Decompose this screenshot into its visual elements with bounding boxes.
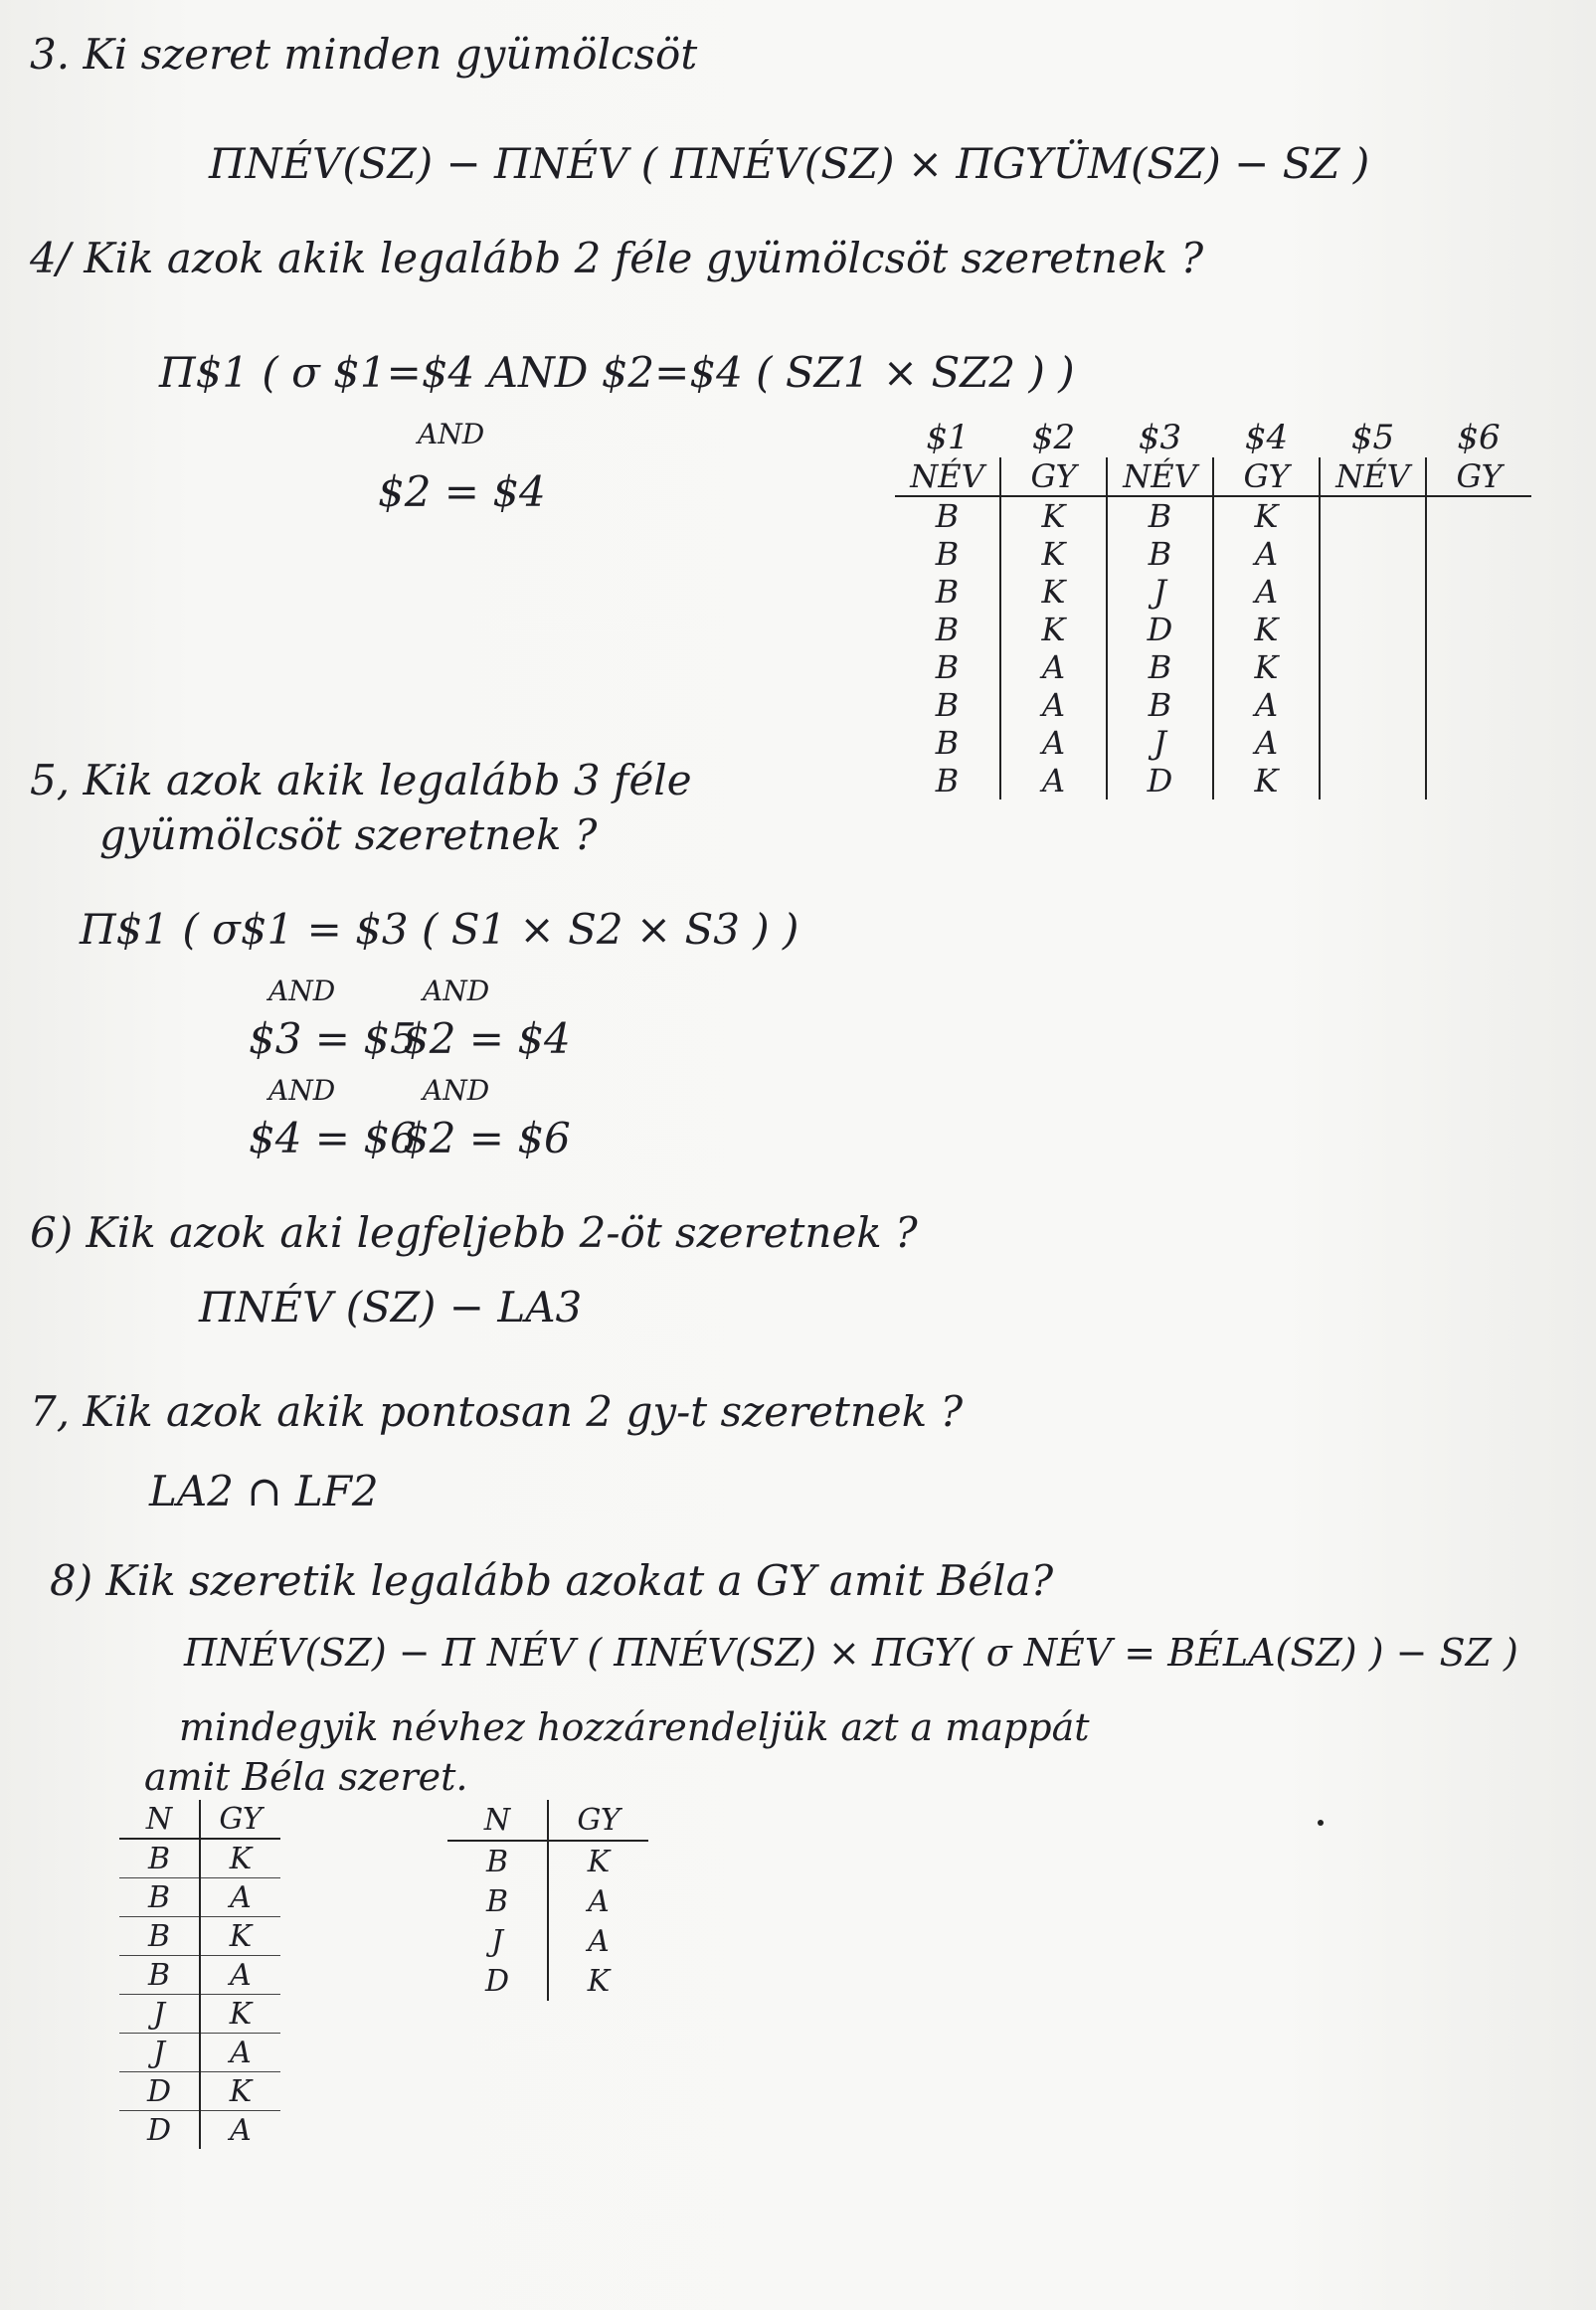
table-cell: B	[485, 1883, 509, 1919]
table-cell: B	[935, 648, 960, 686]
table-cell: J	[119, 2034, 200, 2072]
q4-cond-and: AND	[418, 418, 485, 450]
column-header: GY	[1213, 457, 1320, 496]
table-cell	[1426, 611, 1531, 648]
q3-formula: ΠNÉV(SZ) − ΠNÉV ( ΠNÉV(SZ) × ΠGYÜM(SZ) − SZ )	[209, 139, 1370, 188]
table-cell	[1426, 648, 1531, 686]
q4-header-row	[895, 457, 1531, 496]
column-header: NÉV	[895, 457, 1000, 496]
q5-number: 5,	[30, 756, 71, 804]
q8-number: 8)	[50, 1556, 93, 1605]
table-row	[447, 1961, 648, 2001]
table-cell: K	[548, 1961, 648, 2001]
cond: $3 = $5	[249, 1014, 417, 1063]
q8-formula: ΠNÉV(SZ) − Π NÉV ( ΠNÉV(SZ) × ΠGY( σ NÉV = BÉLA(SZ) ) − SZ )	[184, 1631, 1518, 1675]
q4-cartesian-table	[895, 418, 1531, 800]
cond: $2 = $6	[403, 1114, 571, 1162]
table-row	[119, 2111, 280, 2150]
table-cell: A	[1213, 573, 1320, 611]
table-row	[119, 1917, 280, 1956]
table-cell: J	[1107, 573, 1213, 611]
table-cell: A	[1000, 762, 1107, 800]
table-cell: B	[1107, 648, 1213, 686]
table-row	[895, 648, 1531, 686]
q7-question: Kik azok akik pontosan 2 gy-t szeretnek ?	[83, 1387, 964, 1436]
column-header: GY	[1000, 457, 1107, 496]
table-cell: D	[146, 2112, 172, 2148]
table-cell: B	[119, 1878, 200, 1917]
col-label: $4	[1244, 418, 1289, 457]
table-cell: A	[200, 1956, 280, 1995]
table-cell	[1426, 686, 1531, 724]
table-cell	[1426, 724, 1531, 762]
table-cell: B	[119, 1839, 200, 1878]
table-cell: B	[935, 535, 960, 573]
table-row	[119, 1878, 280, 1917]
q6-formula: ΠNÉV (SZ) − LA3	[199, 1283, 583, 1332]
table-cell: J	[119, 1995, 200, 2034]
table-cell: K	[1000, 611, 1107, 648]
ink-dot	[1318, 1820, 1324, 1826]
q8-heading	[50, 1556, 1053, 1605]
cond: $2 = $4	[403, 1014, 571, 1063]
table-cell	[1320, 762, 1426, 800]
q4-col-label-row	[895, 418, 1531, 457]
table-row	[119, 2034, 280, 2072]
table-cell: K	[200, 1917, 280, 1956]
q7-heading	[30, 1387, 963, 1436]
table-cell: K	[1000, 496, 1107, 535]
q8-note-line1: mindegyik névhez hozzárendeljük azt a mappát	[179, 1705, 1090, 1749]
table-cell: B	[1107, 686, 1213, 724]
table-cell	[1320, 573, 1426, 611]
col-label: $3	[1138, 418, 1182, 457]
bleed-through-texture	[1059, 0, 1576, 2188]
table-cell	[1320, 686, 1426, 724]
q3-question: Ki szeret minden gyümölcsöt	[83, 30, 698, 79]
column-header: NÉV	[1107, 457, 1213, 496]
column-header: N	[447, 1800, 548, 1841]
q5-question-line1: Kik azok akik legalább 3 féle	[83, 756, 692, 804]
table-cell: K	[548, 1841, 648, 1881]
table-cell: B	[935, 573, 960, 611]
table-cell: A	[1000, 724, 1107, 762]
table-cell: B	[1107, 535, 1213, 573]
q7-number: 7,	[30, 1387, 71, 1436]
table-cell: A	[1000, 686, 1107, 724]
table-row	[447, 1841, 648, 1881]
q3-number: 3.	[30, 30, 71, 79]
table-cell: B	[935, 724, 960, 762]
table-cell: K	[200, 2072, 280, 2111]
col-label: $6	[1457, 418, 1501, 457]
table-row	[119, 1956, 280, 1995]
table-cell	[1320, 648, 1426, 686]
table-cell: B	[1107, 496, 1213, 535]
table-row	[895, 724, 1531, 762]
table-cell: K	[200, 1839, 280, 1878]
table-cell: A	[200, 2111, 280, 2150]
table-cell: A	[548, 1921, 648, 1961]
header-row	[447, 1800, 648, 1841]
table-cell	[1320, 611, 1426, 648]
table-cell: K	[200, 1995, 280, 2034]
table-cell: B	[485, 1844, 509, 1879]
table-cell	[1320, 535, 1426, 573]
table-cell: D	[1107, 762, 1213, 800]
table-row	[447, 1881, 648, 1921]
table-row	[895, 611, 1531, 648]
q8-note-line2: amit Béla szeret.	[144, 1755, 468, 1799]
table-cell: A	[1213, 724, 1320, 762]
table-cell	[1426, 496, 1531, 535]
cond-and: AND	[268, 975, 336, 1007]
q8-table-right	[447, 1800, 648, 2001]
q5-question-line2: gyümölcsöt szeretnek ?	[99, 810, 598, 859]
table-row	[895, 496, 1531, 535]
table-cell: J	[490, 1923, 504, 1959]
table-cell: B	[119, 1956, 200, 1995]
q6-heading	[30, 1208, 918, 1257]
table-cell: D	[119, 2072, 200, 2111]
q8-table-left	[119, 1800, 280, 2149]
table-row	[895, 686, 1531, 724]
table-cell: A	[1213, 686, 1320, 724]
table-cell: D	[1107, 611, 1213, 648]
table-cell	[1320, 724, 1426, 762]
q6-number: 6)	[30, 1208, 74, 1257]
cond-and: AND	[423, 1074, 490, 1107]
q4-formula: Π$1 ( σ $1=$4 AND $2=$4 ( SZ1 × SZ2 ) )	[159, 348, 1075, 397]
table-row	[119, 2072, 280, 2111]
table-cell: K	[1213, 762, 1320, 800]
column-header: GY	[548, 1800, 648, 1841]
col-label: $5	[1350, 418, 1395, 457]
table-row	[447, 1921, 648, 1961]
table-cell: K	[1213, 496, 1320, 535]
q6-question: Kik azok aki legfeljebb 2-öt szeretnek ?	[86, 1208, 918, 1257]
table-cell: D	[484, 1963, 510, 1999]
header-row	[119, 1800, 280, 1839]
table-cell: A	[548, 1881, 648, 1921]
table-cell: B	[935, 686, 960, 724]
q4-number: 4/	[30, 234, 71, 282]
cond-and: AND	[423, 975, 490, 1007]
table-cell: J	[1107, 724, 1213, 762]
table-cell: K	[1000, 573, 1107, 611]
table-cell: B	[935, 762, 960, 800]
q8-question: Kik szeretik legalább azokat a GY amit Béla?	[105, 1556, 1054, 1605]
col-label: $2	[1031, 418, 1076, 457]
table-cell: A	[1000, 648, 1107, 686]
col-label: $1	[926, 418, 970, 457]
table-row	[895, 535, 1531, 573]
column-header: GY	[200, 1800, 280, 1839]
table-cell: B	[119, 1917, 200, 1956]
column-header: GY	[1426, 457, 1531, 496]
table-cell: K	[1000, 535, 1107, 573]
q5-heading-line1	[30, 756, 692, 804]
table-cell	[1426, 762, 1531, 800]
cond: $4 = $6	[249, 1114, 417, 1162]
table-row	[895, 762, 1531, 800]
table-row	[895, 573, 1531, 611]
q3-heading	[30, 30, 697, 79]
table-cell: K	[1213, 611, 1320, 648]
table-cell	[1426, 573, 1531, 611]
q4-cond-second: $2 = $4	[378, 467, 546, 516]
table-row	[119, 1839, 280, 1878]
table-cell: A	[200, 2034, 280, 2072]
table-cell: A	[1213, 535, 1320, 573]
column-header: NÉV	[1320, 457, 1426, 496]
cond-and: AND	[268, 1074, 336, 1107]
table-row	[119, 1995, 280, 2034]
table-cell: A	[200, 1878, 280, 1917]
q4-question: Kik azok akik legalább 2 féle gyümölcsöt szeretnek ?	[84, 234, 1204, 282]
q4-heading	[30, 234, 1203, 282]
table-cell	[1426, 535, 1531, 573]
table-cell: K	[1213, 648, 1320, 686]
q5-formula: Π$1 ( σ$1 = $3 ( S1 × S2 × S3 ) )	[80, 905, 799, 954]
table-cell: B	[935, 497, 960, 535]
column-header: N	[119, 1800, 200, 1839]
table-cell	[1320, 496, 1426, 535]
table-cell: B	[935, 611, 960, 648]
q7-formula: LA2 ∩ LF2	[149, 1467, 379, 1515]
